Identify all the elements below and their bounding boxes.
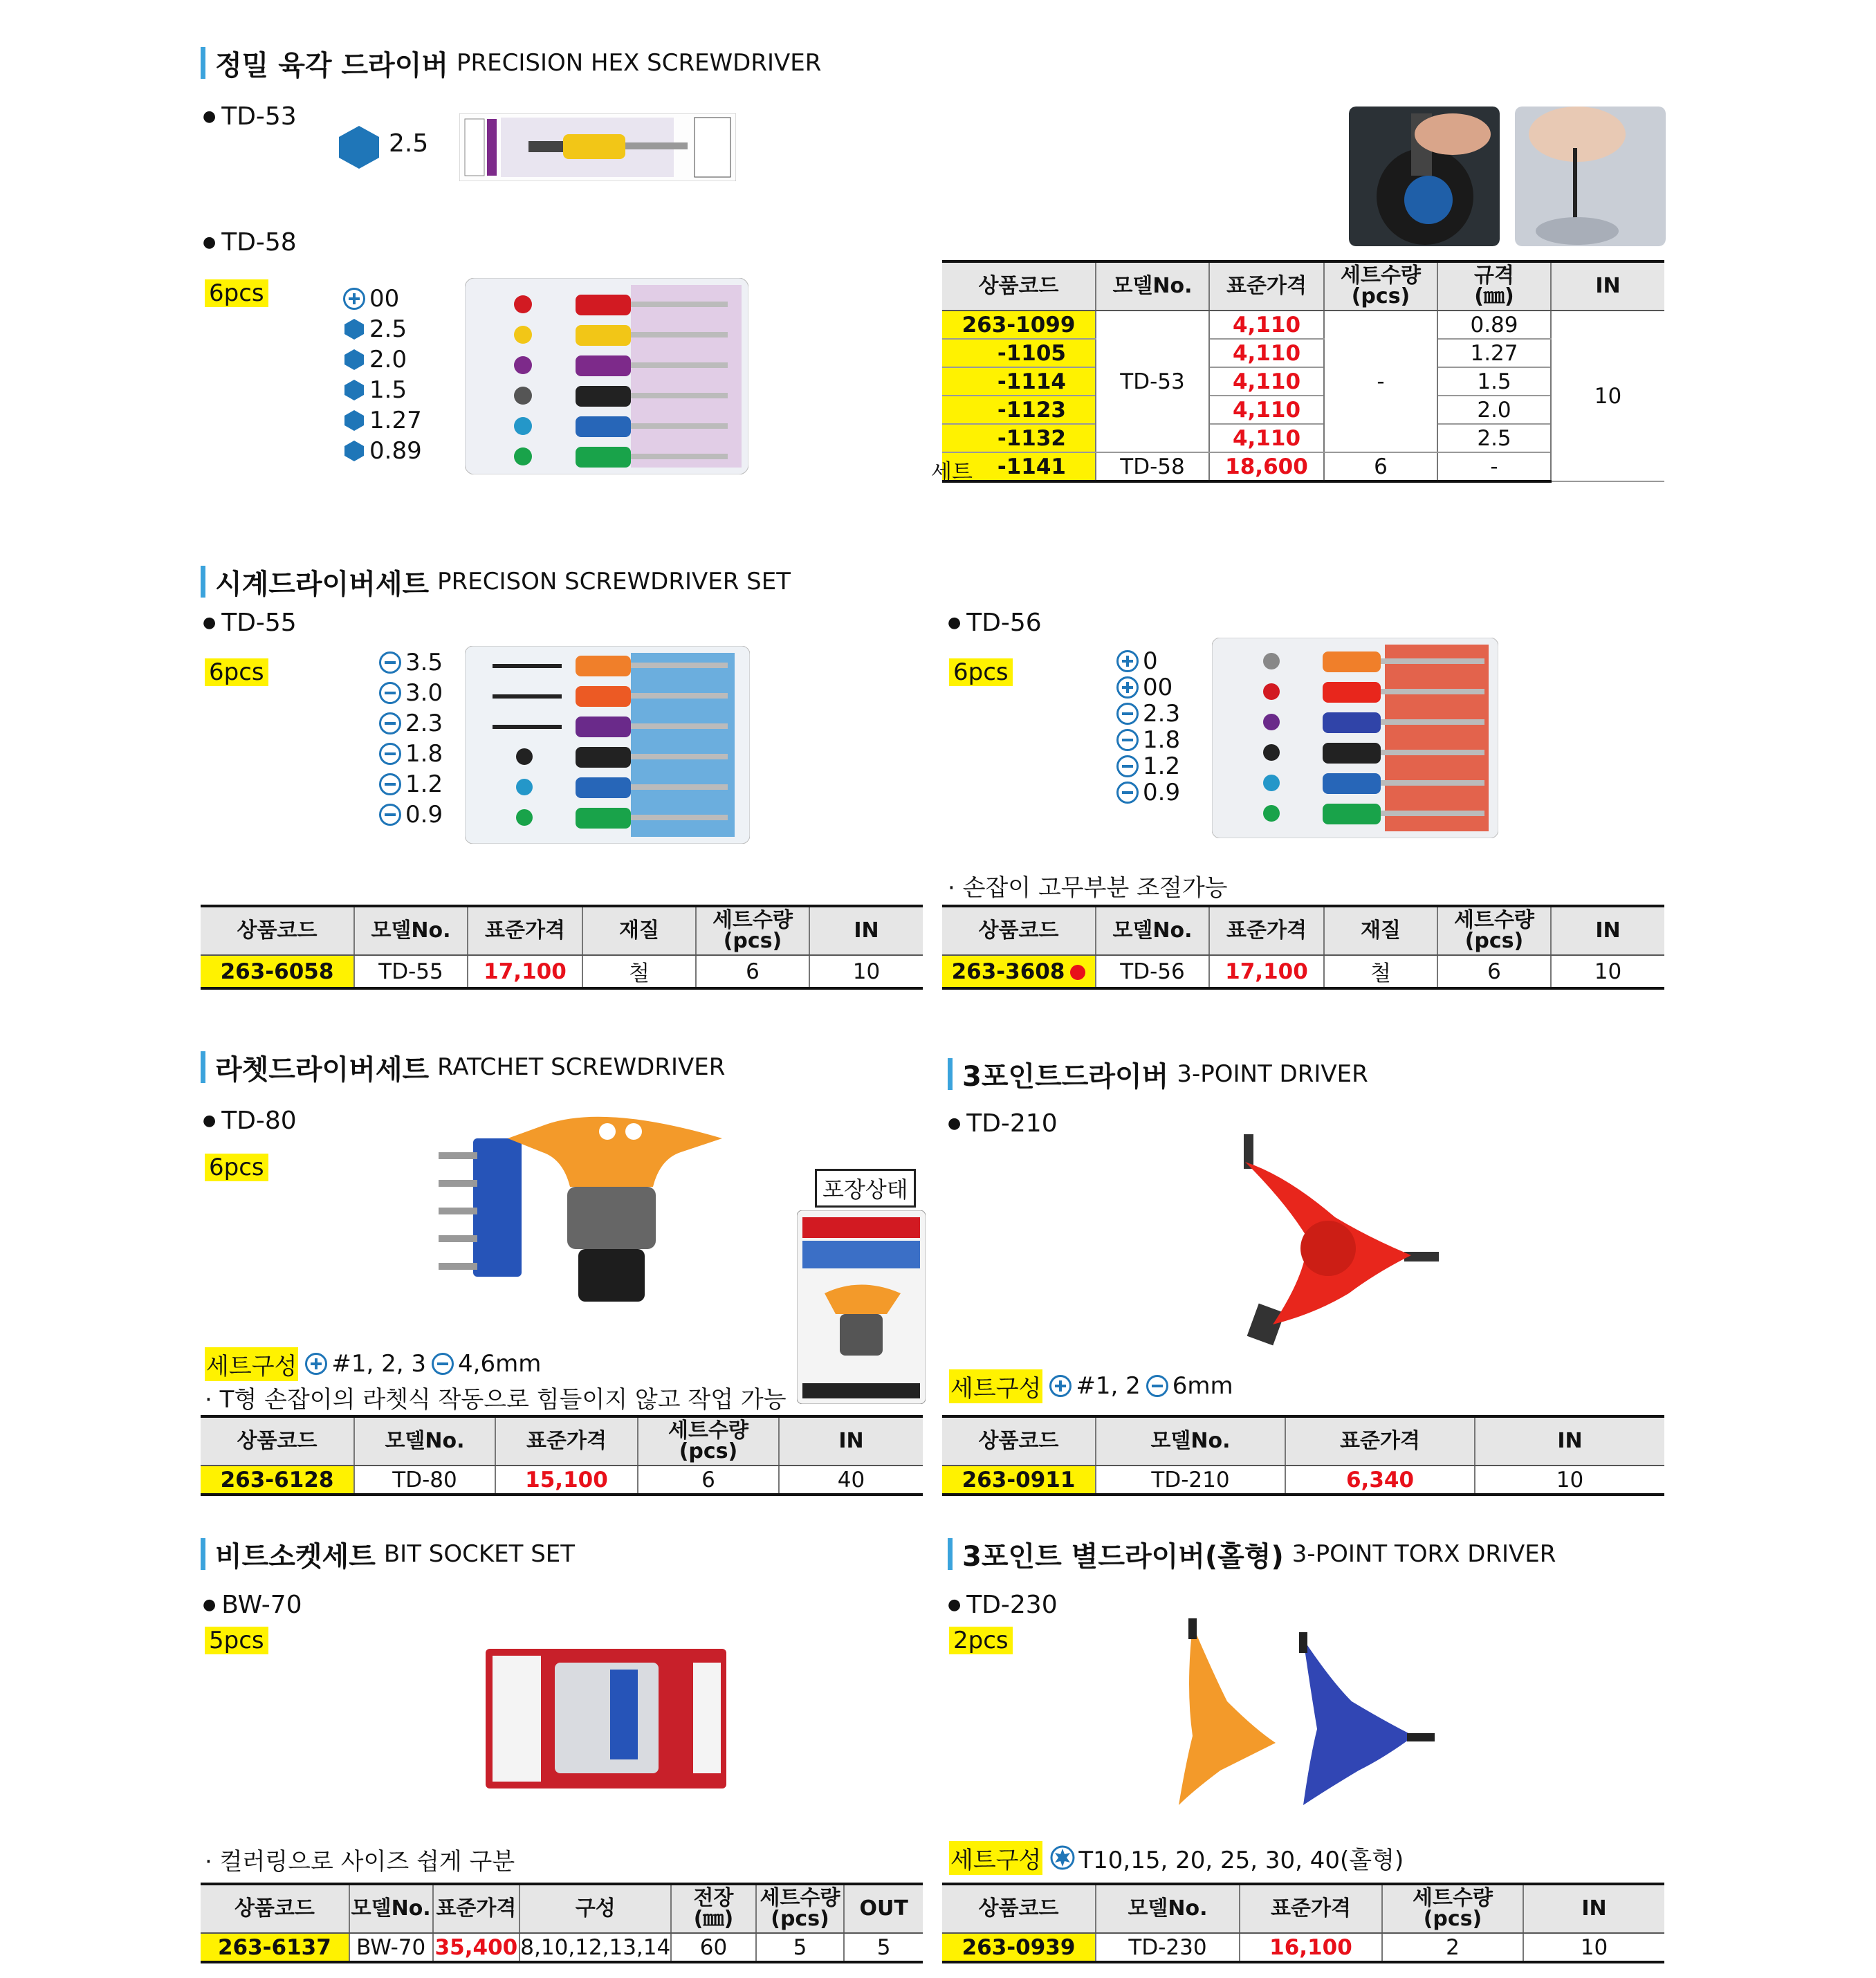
hex-icon bbox=[338, 124, 380, 170]
table-header: 세트수량 (pcs) bbox=[1382, 1884, 1523, 1933]
pcs-badge-td80: 6pcs bbox=[205, 1154, 268, 1181]
torx-star-icon bbox=[1049, 1845, 1076, 1871]
td210-product-image bbox=[1231, 1134, 1439, 1349]
table-header: 세트수량 (pcs) bbox=[1324, 261, 1437, 311]
hex-icon bbox=[343, 379, 365, 401]
table-header: 표준가격 bbox=[433, 1884, 520, 1933]
table-row: -1114 4,110 1.5 bbox=[942, 367, 1664, 396]
pcs-badge-td55: 6pcs bbox=[205, 658, 268, 686]
size-item: 3.0 bbox=[379, 679, 443, 707]
watch-repair-photo bbox=[1349, 107, 1500, 246]
slotted-icon bbox=[1116, 782, 1139, 804]
size-item: 1.8 bbox=[1116, 726, 1180, 754]
section-title-hex: 정밀 육각 드라이버 PRECISION HEX SCREWDRIVER bbox=[201, 47, 821, 79]
slotted-icon bbox=[379, 651, 401, 674]
new-item-dot-icon bbox=[1070, 965, 1085, 980]
screw-closeup-photo bbox=[1515, 107, 1666, 246]
table-row: 263-6137 BW-70 35,400 8,10,12,13,14 60 5 5 bbox=[201, 1933, 923, 1962]
model-td80: ● TD-80 bbox=[203, 1107, 297, 1135]
phillips-icon bbox=[1116, 650, 1139, 672]
table-header: 모델No. bbox=[349, 1884, 433, 1933]
model-td53: ● TD-53 bbox=[203, 102, 297, 131]
section-title-watch: 시계드라이버세트 PRECISON SCREWDRIVER SET bbox=[201, 566, 791, 598]
table-header: 세트수량 (pcs) bbox=[638, 1416, 779, 1466]
table-header: IN bbox=[1475, 1416, 1664, 1466]
td230-spec-table bbox=[942, 1883, 1664, 1963]
table-header: 재질 bbox=[582, 906, 696, 955]
table-header: 모델No. bbox=[354, 906, 468, 955]
td55-set-image bbox=[465, 646, 750, 844]
size-item: 00 bbox=[343, 285, 399, 313]
slotted-icon bbox=[379, 682, 401, 704]
table-row: -1132 4,110 2.5 bbox=[942, 424, 1664, 452]
pcs-badge-td58: 6pcs bbox=[205, 279, 268, 307]
size-item: 1.8 bbox=[379, 740, 443, 768]
slotted-icon bbox=[379, 804, 401, 826]
ratchet-set-composition: 세트구성 #1, 2, 3 4,6mm bbox=[205, 1350, 541, 1378]
model-td55: ● TD-55 bbox=[203, 609, 297, 637]
slotted-icon bbox=[1146, 1375, 1168, 1397]
table-header: IN bbox=[1551, 906, 1664, 955]
table-header: 표준가격 bbox=[1209, 261, 1324, 311]
td56-set-image bbox=[1212, 638, 1498, 838]
hex-icon bbox=[343, 440, 365, 462]
size-item: 3.5 bbox=[379, 649, 443, 676]
table-header: 모델No. bbox=[354, 1416, 495, 1466]
table-row: 263-6128 TD-80 15,100 6 40 bbox=[201, 1466, 923, 1495]
table-header: 표준가격 bbox=[1285, 1416, 1475, 1466]
table-row: 263-3608 TD-56 17,100 철 6 10 bbox=[942, 955, 1664, 988]
section-title-threepoint: 3포인트드라이버 3-POINT DRIVER bbox=[948, 1058, 1368, 1090]
table-header: 구성 bbox=[519, 1884, 671, 1933]
td53-package-image bbox=[459, 113, 736, 181]
phillips-icon bbox=[1116, 676, 1139, 699]
table-row: -1105 4,110 1.27 bbox=[942, 339, 1664, 367]
model-td230: ● TD-230 bbox=[948, 1591, 1058, 1619]
slotted-icon bbox=[379, 773, 401, 795]
hex-spec-table bbox=[931, 260, 1664, 485]
section-title-torx: 3포인트 별드라이버(홀형) 3-POINT TORX DRIVER bbox=[948, 1538, 1556, 1570]
package-label: 포장상태 bbox=[815, 1169, 916, 1208]
size-item: 0.9 bbox=[379, 801, 443, 829]
bw70-spec-table bbox=[201, 1883, 923, 1963]
table-row: 263-6058 TD-55 17,100 철 6 10 bbox=[201, 955, 923, 988]
slotted-icon bbox=[432, 1353, 454, 1375]
table-header: 세트수량 (pcs) bbox=[1437, 906, 1551, 955]
model-td56: ● TD-56 bbox=[948, 609, 1042, 637]
phillips-icon bbox=[343, 288, 365, 310]
ratchet-note: · T형 손잡이의 라쳇식 작동으로 힘들이지 않고 작업 가능 bbox=[205, 1386, 787, 1414]
slotted-icon bbox=[1116, 729, 1139, 751]
table-header: 상품코드 bbox=[942, 1884, 1096, 1933]
torx-set-composition: 세트구성 T10,15, 20, 25, 30, 40(홀형) bbox=[949, 1844, 1404, 1871]
bw70-package-image bbox=[486, 1649, 726, 1788]
table-header: OUT bbox=[844, 1884, 923, 1933]
table-header: IN bbox=[809, 906, 923, 955]
size-item: 2.0 bbox=[343, 346, 407, 373]
phillips-icon bbox=[1049, 1375, 1072, 1397]
threepoint-set-composition: 세트구성 #1, 2 6mm bbox=[949, 1372, 1233, 1400]
size-item: 1.2 bbox=[379, 770, 443, 798]
section-title-ratchet: 라쳇드라이버세트 RATCHET SCREWDRIVER bbox=[201, 1051, 725, 1083]
hex-size-label: 2.5 bbox=[389, 129, 429, 158]
table-header: 모델No. bbox=[1096, 1416, 1285, 1466]
model-td210: ● TD-210 bbox=[948, 1109, 1058, 1138]
table-header: 상품코드 bbox=[942, 1416, 1096, 1466]
hex-icon bbox=[343, 349, 365, 371]
td55-spec-table bbox=[201, 905, 923, 990]
model-td58: ● TD-58 bbox=[203, 228, 297, 257]
table-row: 263-0911 TD-210 6,340 10 bbox=[942, 1466, 1664, 1495]
td56-note: · 손잡이 고무부분 조절가능 bbox=[948, 874, 1228, 902]
table-row: -1123 4,110 2.0 bbox=[942, 396, 1664, 424]
table-header: 표준가격 bbox=[1209, 906, 1324, 955]
set-label: 세트구성 bbox=[205, 1347, 298, 1381]
hex-icon bbox=[343, 409, 365, 432]
phillips-icon bbox=[305, 1353, 327, 1375]
table-header: 상품코드 bbox=[201, 1884, 349, 1933]
section-title-bitsocket: 비트소켓세트 BIT SOCKET SET bbox=[201, 1538, 575, 1570]
table-row: 263-1099 TD-53 4,110 - 0.89 10 bbox=[942, 311, 1664, 339]
td80-product-image bbox=[432, 1111, 736, 1322]
table-header: IN bbox=[779, 1416, 923, 1466]
table-header: 모델No. bbox=[1096, 261, 1209, 311]
table-header: 전장 (㎜) bbox=[671, 1884, 755, 1933]
table-header: 상품코드 bbox=[942, 261, 1096, 311]
table-header: 규격 (㎜) bbox=[1437, 261, 1551, 311]
pcs-badge-td56: 6pcs bbox=[949, 658, 1013, 686]
size-item: 0.89 bbox=[343, 437, 422, 465]
table-header: 상품코드 bbox=[201, 1416, 354, 1466]
size-item: 0 bbox=[1116, 647, 1158, 675]
table-header: 상품코드 bbox=[201, 906, 354, 955]
hex-icon bbox=[343, 318, 365, 340]
size-item: 2.3 bbox=[379, 710, 443, 737]
td80-package-image bbox=[797, 1210, 926, 1404]
set-label: 세트구성 bbox=[949, 1369, 1042, 1403]
size-item: 00 bbox=[1116, 674, 1172, 701]
size-item: 1.27 bbox=[343, 407, 422, 434]
td210-spec-table bbox=[942, 1415, 1664, 1496]
td230-product-image bbox=[1144, 1618, 1465, 1819]
size-item: 0.9 bbox=[1116, 779, 1180, 806]
table-header: 세트수량 (pcs) bbox=[756, 1884, 845, 1933]
slotted-icon bbox=[1116, 755, 1139, 777]
table-header: 재질 bbox=[1324, 906, 1437, 955]
table-header: 표준가격 bbox=[468, 906, 582, 955]
table-header: 모델No. bbox=[1096, 906, 1209, 955]
size-item: 1.5 bbox=[343, 376, 407, 404]
size-item: 1.2 bbox=[1116, 752, 1180, 780]
size-item: 2.5 bbox=[343, 315, 407, 343]
model-bw70: ● BW-70 bbox=[203, 1591, 302, 1619]
table-header: 세트수량 (pcs) bbox=[696, 906, 809, 955]
slotted-icon bbox=[1116, 703, 1139, 725]
td56-spec-table bbox=[942, 905, 1664, 990]
table-row: 세트 -1141 TD-58 18,600 6 - bbox=[942, 452, 1664, 481]
pcs-badge-bw70: 5pcs bbox=[205, 1627, 268, 1654]
table-row: 263-0939 TD-230 16,100 2 10 bbox=[942, 1933, 1664, 1962]
td58-set-image bbox=[465, 278, 748, 474]
table-header: 표준가격 bbox=[495, 1416, 638, 1466]
table-header: 표준가격 bbox=[1240, 1884, 1382, 1933]
pcs-badge-td230: 2pcs bbox=[949, 1627, 1013, 1654]
td80-spec-table bbox=[201, 1415, 923, 1496]
table-header: 모델No. bbox=[1096, 1884, 1240, 1933]
set-label: 세트구성 bbox=[949, 1841, 1042, 1875]
slotted-icon bbox=[379, 712, 401, 734]
slotted-icon bbox=[379, 743, 401, 765]
set-label: 세트 bbox=[931, 460, 973, 485]
table-header: IN bbox=[1551, 261, 1664, 311]
table-header: IN bbox=[1523, 1884, 1664, 1933]
table-header: 상품코드 bbox=[942, 906, 1096, 955]
bw70-note: · 컬러링으로 사이즈 쉽게 구분 bbox=[205, 1848, 515, 1876]
size-item: 2.3 bbox=[1116, 700, 1180, 728]
